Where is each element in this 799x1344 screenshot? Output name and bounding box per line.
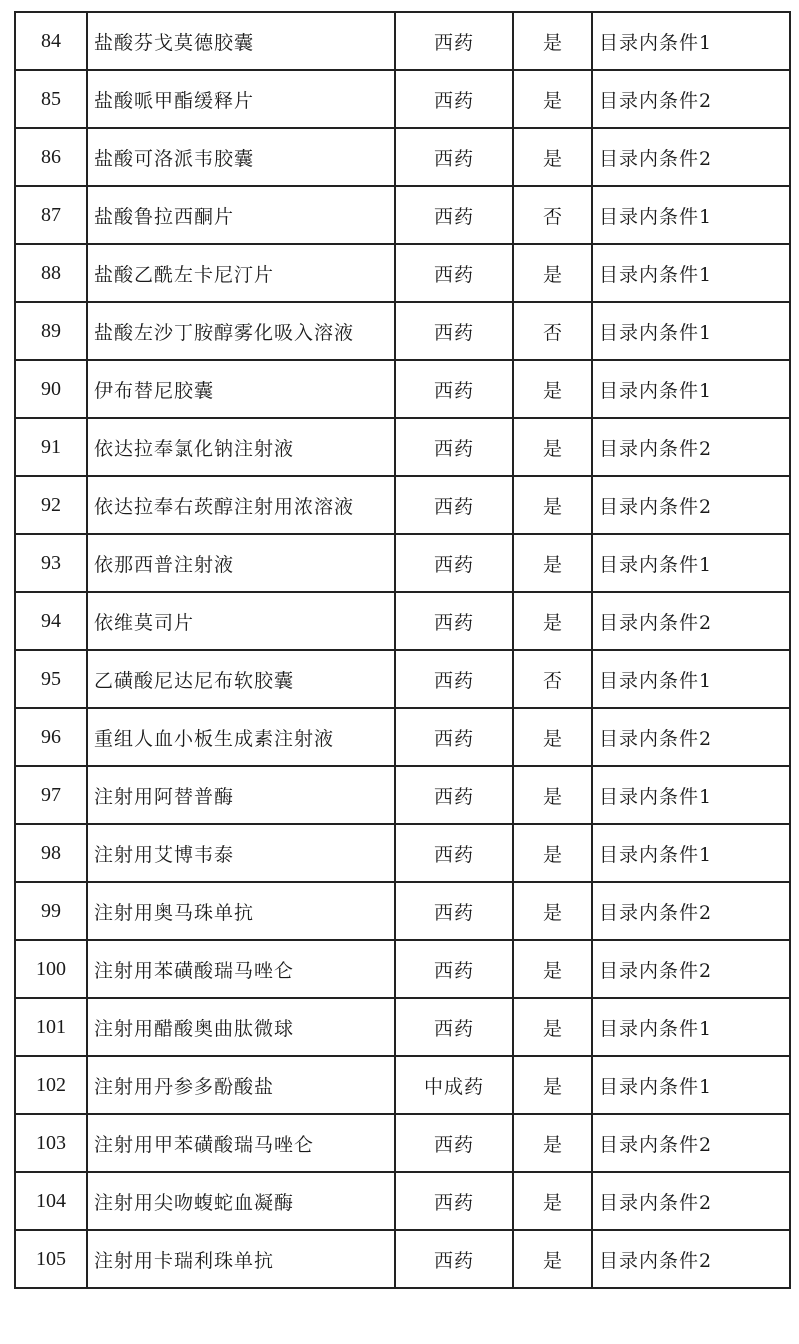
row-number-cell: 91 [15, 418, 87, 476]
drug-name-cell: 注射用艾博韦泰 [87, 824, 395, 882]
drug-type-cell: 西药 [395, 708, 513, 766]
drug-type-cell: 西药 [395, 12, 513, 70]
table-row [15, 244, 790, 302]
yes-no-cell: 否 [513, 302, 592, 360]
drug-name-cell: 乙磺酸尼达尼布软胶囊 [87, 650, 395, 708]
drug-name-cell: 盐酸左沙丁胺醇雾化吸入溶液 [87, 302, 395, 360]
table-row [15, 1172, 790, 1230]
yes-no-cell: 是 [513, 1172, 592, 1230]
condition-cell: 目录内条件2 [592, 70, 790, 128]
drug-type-cell: 西药 [395, 766, 513, 824]
yes-no-cell: 是 [513, 824, 592, 882]
row-number-cell: 90 [15, 360, 87, 418]
drug-type-cell: 西药 [395, 650, 513, 708]
drug-name-cell: 依达拉奉氯化钠注射液 [87, 418, 395, 476]
drug-type-cell: 西药 [395, 534, 513, 592]
condition-cell: 目录内条件1 [592, 766, 790, 824]
table-row [15, 360, 790, 418]
yes-no-cell: 是 [513, 476, 592, 534]
table-row [15, 128, 790, 186]
drug-name-cell: 盐酸鲁拉西酮片 [87, 186, 395, 244]
table-row [15, 824, 790, 882]
yes-no-cell: 否 [513, 650, 592, 708]
table-row [15, 766, 790, 824]
row-number-cell: 103 [15, 1114, 87, 1172]
yes-no-cell: 是 [513, 418, 592, 476]
condition-cell: 目录内条件2 [592, 1114, 790, 1172]
condition-cell: 目录内条件1 [592, 360, 790, 418]
condition-cell: 目录内条件1 [592, 244, 790, 302]
yes-no-cell: 是 [513, 70, 592, 128]
drug-name-cell: 注射用苯磺酸瑞马唑仑 [87, 940, 395, 998]
row-number-cell: 102 [15, 1056, 87, 1114]
drug-name-cell: 盐酸可洛派韦胶囊 [87, 128, 395, 186]
yes-no-cell: 是 [513, 1056, 592, 1114]
row-number-cell: 86 [15, 128, 87, 186]
table-row [15, 534, 790, 592]
condition-cell: 目录内条件1 [592, 1056, 790, 1114]
drug-name-cell: 依那西普注射液 [87, 534, 395, 592]
drug-type-cell: 西药 [395, 824, 513, 882]
drug-name-cell: 依维莫司片 [87, 592, 395, 650]
condition-cell: 目录内条件2 [592, 128, 790, 186]
condition-cell: 目录内条件2 [592, 1230, 790, 1288]
condition-cell: 目录内条件2 [592, 418, 790, 476]
row-number-cell: 101 [15, 998, 87, 1056]
yes-no-cell: 是 [513, 940, 592, 998]
row-number-cell: 105 [15, 1230, 87, 1288]
drug-type-cell: 西药 [395, 360, 513, 418]
drug-list-table [14, 11, 791, 1289]
yes-no-cell: 是 [513, 534, 592, 592]
table-row [15, 650, 790, 708]
yes-no-cell: 是 [513, 244, 592, 302]
row-number-cell: 95 [15, 650, 87, 708]
drug-type-cell: 西药 [395, 244, 513, 302]
table-row [15, 592, 790, 650]
yes-no-cell: 是 [513, 882, 592, 940]
row-number-cell: 97 [15, 766, 87, 824]
drug-list-body [15, 12, 790, 1288]
condition-cell: 目录内条件1 [592, 186, 790, 244]
drug-name-cell: 注射用阿替普酶 [87, 766, 395, 824]
row-number-cell: 92 [15, 476, 87, 534]
condition-cell: 目录内条件2 [592, 1172, 790, 1230]
row-number-cell: 88 [15, 244, 87, 302]
drug-name-cell: 盐酸哌甲酯缓释片 [87, 70, 395, 128]
table-row [15, 418, 790, 476]
drug-type-cell: 西药 [395, 1114, 513, 1172]
table-row [15, 70, 790, 128]
row-number-cell: 89 [15, 302, 87, 360]
condition-cell: 目录内条件1 [592, 650, 790, 708]
drug-name-cell: 伊布替尼胶囊 [87, 360, 395, 418]
drug-name-cell: 重组人血小板生成素注射液 [87, 708, 395, 766]
row-number-cell: 104 [15, 1172, 87, 1230]
drug-type-cell: 西药 [395, 302, 513, 360]
drug-name-cell: 注射用丹参多酚酸盐 [87, 1056, 395, 1114]
drug-type-cell: 西药 [395, 1172, 513, 1230]
yes-no-cell: 是 [513, 766, 592, 824]
row-number-cell: 99 [15, 882, 87, 940]
table-row [15, 1114, 790, 1172]
drug-name-cell: 盐酸乙酰左卡尼汀片 [87, 244, 395, 302]
condition-cell: 目录内条件1 [592, 998, 790, 1056]
table-row [15, 1230, 790, 1288]
drug-type-cell: 西药 [395, 418, 513, 476]
row-number-cell: 94 [15, 592, 87, 650]
yes-no-cell: 是 [513, 1114, 592, 1172]
row-number-cell: 93 [15, 534, 87, 592]
yes-no-cell: 是 [513, 360, 592, 418]
yes-no-cell: 是 [513, 592, 592, 650]
drug-type-cell: 西药 [395, 998, 513, 1056]
condition-cell: 目录内条件2 [592, 592, 790, 650]
yes-no-cell: 是 [513, 12, 592, 70]
yes-no-cell: 是 [513, 1230, 592, 1288]
table-row [15, 302, 790, 360]
table-row [15, 12, 790, 70]
drug-type-cell: 西药 [395, 70, 513, 128]
condition-cell: 目录内条件1 [592, 534, 790, 592]
table-row [15, 476, 790, 534]
row-number-cell: 100 [15, 940, 87, 998]
condition-cell: 目录内条件2 [592, 940, 790, 998]
drug-type-cell: 西药 [395, 1230, 513, 1288]
condition-cell: 目录内条件2 [592, 708, 790, 766]
row-number-cell: 98 [15, 824, 87, 882]
yes-no-cell: 否 [513, 186, 592, 244]
condition-cell: 目录内条件1 [592, 302, 790, 360]
table-row [15, 940, 790, 998]
yes-no-cell: 是 [513, 708, 592, 766]
table-row [15, 1056, 790, 1114]
yes-no-cell: 是 [513, 998, 592, 1056]
table-row [15, 882, 790, 940]
drug-type-cell: 西药 [395, 592, 513, 650]
row-number-cell: 84 [15, 12, 87, 70]
row-number-cell: 96 [15, 708, 87, 766]
condition-cell: 目录内条件2 [592, 476, 790, 534]
drug-name-cell: 注射用甲苯磺酸瑞马唑仑 [87, 1114, 395, 1172]
condition-cell: 目录内条件1 [592, 12, 790, 70]
yes-no-cell: 是 [513, 128, 592, 186]
condition-cell: 目录内条件2 [592, 882, 790, 940]
drug-name-cell: 依达拉奉右莰醇注射用浓溶液 [87, 476, 395, 534]
drug-type-cell: 中成药 [395, 1056, 513, 1114]
drug-type-cell: 西药 [395, 186, 513, 244]
drug-type-cell: 西药 [395, 882, 513, 940]
drug-name-cell: 注射用醋酸奥曲肽微球 [87, 998, 395, 1056]
table-row [15, 708, 790, 766]
drug-name-cell: 注射用尖吻蝮蛇血凝酶 [87, 1172, 395, 1230]
drug-name-cell: 盐酸芬戈莫德胶囊 [87, 12, 395, 70]
row-number-cell: 87 [15, 186, 87, 244]
drug-type-cell: 西药 [395, 476, 513, 534]
row-number-cell: 85 [15, 70, 87, 128]
drug-name-cell: 注射用卡瑞利珠单抗 [87, 1230, 395, 1288]
condition-cell: 目录内条件1 [592, 824, 790, 882]
drug-type-cell: 西药 [395, 128, 513, 186]
drug-name-cell: 注射用奥马珠单抗 [87, 882, 395, 940]
table-row [15, 186, 790, 244]
drug-type-cell: 西药 [395, 940, 513, 998]
table-row [15, 998, 790, 1056]
